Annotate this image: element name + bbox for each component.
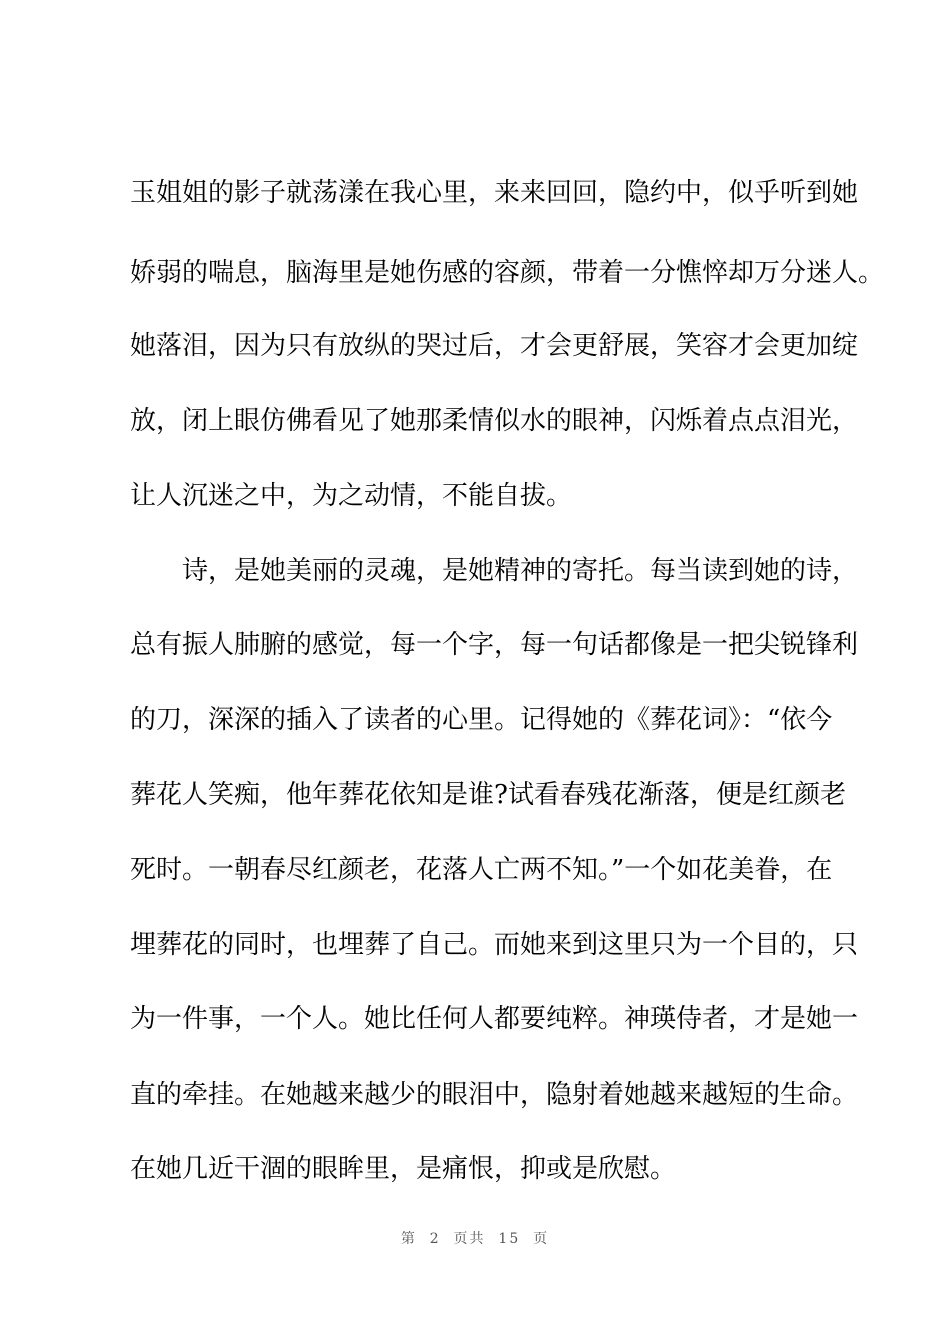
text-line: 她落泪，因为只有放纵的哭过后，才会更舒展，笑容才会更加绽 bbox=[130, 331, 859, 361]
text-line: 葬花人笑痴，他年葬花依知是谁?试看春残花渐落，便是红颜老 bbox=[130, 780, 846, 810]
text-line: 死时。一朝春尽红颜老，花落人亡两不知。”一个如花美眷，在 bbox=[130, 855, 833, 885]
text-line: 为一件事，一个人。她比任何人都要纯粹。神瑛侍者，才是她一 bbox=[130, 1004, 859, 1034]
text-line: 直的牵挂。在她越来越少的眼泪中，隐射着她越来越短的生命。 bbox=[130, 1080, 859, 1110]
text-line: 玉姐姐的影子就荡漾在我心里，来来回回，隐约中，似乎听到她 bbox=[130, 178, 859, 208]
text-line: 在她几近干涸的眼眸里，是痛恨，抑或是欣慰。 bbox=[130, 1154, 677, 1184]
text-line: 总有振人肺腑的感觉，每一个字，每一句话都像是一把尖锐锋利 bbox=[130, 630, 859, 660]
text-line: 的刀，深深的插入了读者的心里。记得她的《葬花词》：“依今 bbox=[130, 705, 833, 735]
text-line: 放，闭上眼仿佛看见了她那柔情似水的眼神，闪烁着点点泪光， bbox=[130, 406, 859, 436]
page-number-footer: 第 2 页共 15 页 bbox=[400, 1231, 550, 1247]
text-line: 埋葬花的同时，也埋葬了自己。而她来到这里只为一个目的，只 bbox=[130, 930, 859, 960]
paragraph-first-line: 诗，是她美丽的灵魂，是她精神的寄托。每当读到她的诗， bbox=[182, 556, 859, 586]
text-line: 娇弱的喘息，脑海里是她伤感的容颜，带着一分憔悴却万分迷人。 bbox=[130, 258, 885, 288]
text-line: 让人沉迷之中，为之动情，不能自拔。 bbox=[130, 481, 573, 511]
